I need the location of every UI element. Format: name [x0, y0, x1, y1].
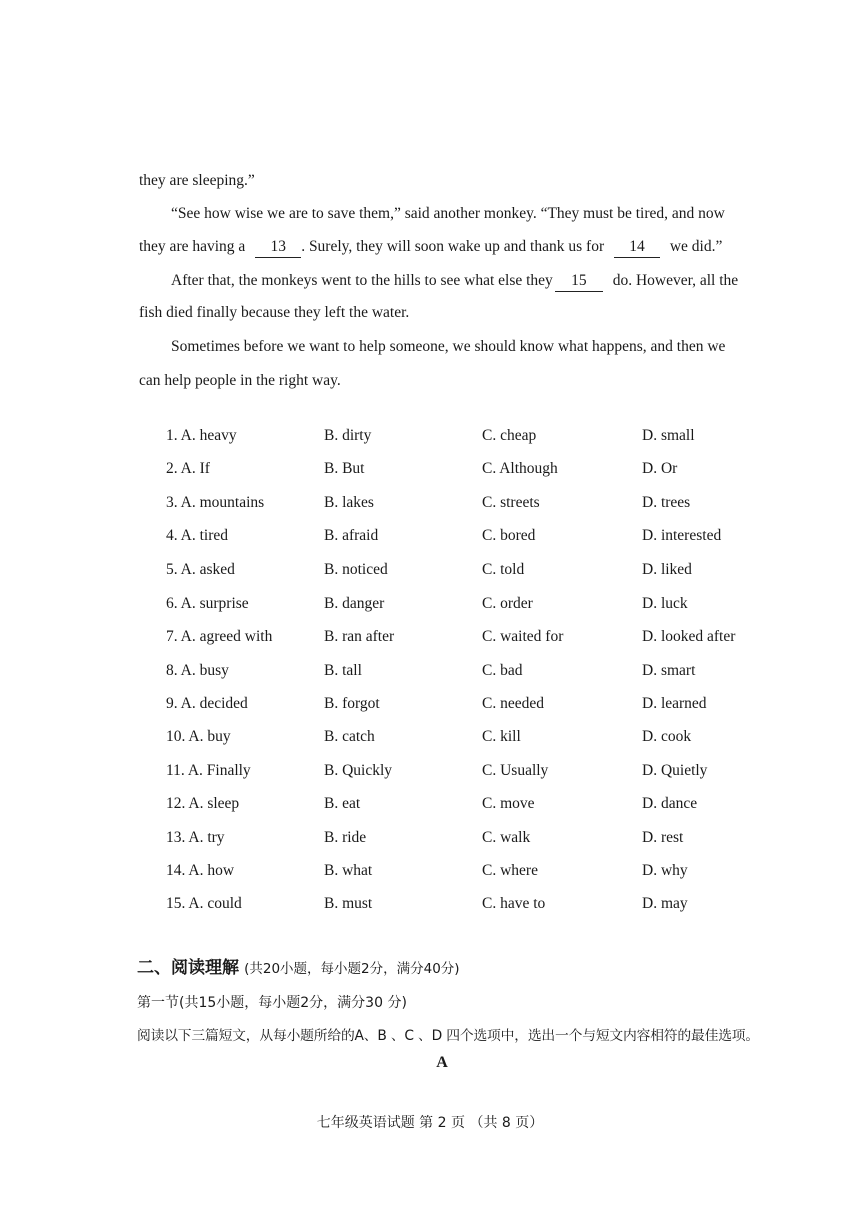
option-b: B. lakes: [324, 494, 374, 511]
option-a: 2. A. If: [166, 460, 210, 477]
option-c: C. needed: [482, 695, 544, 712]
passage-line-6: Sometimes before we want to help someone, we should know what happens, and then we: [171, 338, 726, 355]
option-b: B. catch: [324, 728, 375, 745]
option-a: 9. A. decided: [166, 695, 248, 712]
option-d: D. smart: [642, 662, 696, 679]
passage-line-2: “See how wise we are to save them,” said another monkey. “They must be tired, and now: [171, 205, 725, 222]
option-c: C. walk: [482, 829, 531, 846]
text-segment: do. However, all the: [612, 272, 739, 289]
option-b: B. danger: [324, 595, 385, 612]
text-segment: . Surely, they will soon wake up and thank us for: [301, 238, 605, 255]
option-d: D. why: [642, 862, 688, 879]
option-a: 6. A. surprise: [166, 595, 249, 612]
option-b: B. must: [324, 895, 373, 912]
option-row: [0, 692, 860, 716]
option-row: [0, 491, 860, 515]
option-b: B. afraid: [324, 527, 379, 544]
option-row: [0, 792, 860, 816]
option-c: C. move: [482, 795, 535, 812]
option-d: D. luck: [642, 595, 688, 612]
option-c: C. streets: [482, 494, 540, 511]
option-a: 3. A. mountains: [166, 494, 265, 511]
option-row: [0, 457, 860, 481]
option-row: [0, 759, 860, 783]
section-title: [137, 953, 460, 978]
option-b: B. noticed: [324, 561, 388, 578]
page-footer: 七年级英语试题 第 2 页 （共 8 页）: [316, 1115, 544, 1131]
blank-15: 15: [555, 271, 603, 292]
option-a: 11. A. Finally: [166, 762, 251, 779]
option-d: D. dance: [642, 795, 698, 812]
option-a: 14. A. how: [166, 862, 235, 879]
option-d: D. trees: [642, 494, 691, 511]
option-row: [0, 558, 860, 582]
part-title: 第一节(共15小题，每小题2分，满分30 分): [137, 995, 407, 1011]
option-d: D. rest: [642, 829, 684, 846]
option-a: 7. A. agreed with: [166, 628, 273, 645]
section-heading: 二、阅读理解: [137, 958, 239, 978]
option-row: [0, 892, 860, 916]
passage-line-4: [171, 271, 738, 292]
option-b: B. ride: [324, 829, 367, 846]
option-d: D. looked after: [642, 628, 736, 645]
option-d: D. learned: [642, 695, 707, 712]
text-segment: they are having a: [139, 238, 246, 255]
option-c: C. kill: [482, 728, 521, 745]
option-row: [0, 424, 860, 448]
option-row: [0, 625, 860, 649]
blank-13: 13: [255, 237, 301, 258]
text-segment: After that, the monkeys went to the hills to see what else they: [171, 272, 553, 289]
option-b: B. tall: [324, 662, 362, 679]
option-b: B. But: [324, 460, 365, 477]
section-note: (共20小题，每小题2分，满分40分): [244, 961, 460, 977]
option-c: C. bad: [482, 662, 523, 679]
passage-line-3: [139, 237, 722, 258]
instruction-text: 阅读以下三篇短文，从每小题所给的A、B 、C 、D 四个选项中，选出一个与短文内容相符的最佳选项。: [137, 1028, 759, 1044]
option-c: C. where: [482, 862, 538, 879]
option-a: 12. A. sleep: [166, 795, 240, 812]
option-b: B. Quickly: [324, 762, 393, 779]
option-row: [0, 524, 860, 548]
option-a: 10. A. buy: [166, 728, 231, 745]
option-d: D. liked: [642, 561, 692, 578]
option-d: D. may: [642, 895, 688, 912]
passage-label: A: [436, 1054, 448, 1071]
option-d: D. Quietly: [642, 762, 708, 779]
option-b: B. dirty: [324, 427, 372, 444]
option-c: C. Usually: [482, 762, 549, 779]
option-b: B. what: [324, 862, 373, 879]
option-b: B. eat: [324, 795, 361, 812]
option-d: D. Or: [642, 460, 678, 477]
option-a: 13. A. try: [166, 829, 225, 846]
option-row: [0, 659, 860, 683]
option-c: C. Although: [482, 460, 558, 477]
option-c: C. order: [482, 595, 533, 612]
blank-14: 14: [614, 237, 660, 258]
option-c: C. waited for: [482, 628, 564, 645]
option-row: [0, 725, 860, 749]
option-a: 5. A. asked: [166, 561, 235, 578]
option-d: D. interested: [642, 527, 722, 544]
option-b: B. forgot: [324, 695, 380, 712]
option-d: D. cook: [642, 728, 692, 745]
option-c: C. told: [482, 561, 525, 578]
option-c: C. have to: [482, 895, 546, 912]
passage-line-5: fish died finally because they left the water.: [139, 304, 410, 321]
option-b: B. ran after: [324, 628, 395, 645]
text-segment: we did.”: [669, 238, 723, 255]
option-c: C. bored: [482, 527, 536, 544]
option-a: 8. A. busy: [166, 662, 229, 679]
option-a: 1. A. heavy: [166, 427, 237, 444]
option-row: [0, 592, 860, 616]
option-a: 15. A. could: [166, 895, 242, 912]
option-row: [0, 859, 860, 883]
option-d: D. small: [642, 427, 695, 444]
option-a: 4. A. tired: [166, 527, 228, 544]
option-row: [0, 826, 860, 850]
passage-line-1: they are sleeping.”: [139, 172, 255, 189]
option-c: C. cheap: [482, 427, 537, 444]
passage-line-7: can help people in the right way.: [139, 372, 341, 389]
